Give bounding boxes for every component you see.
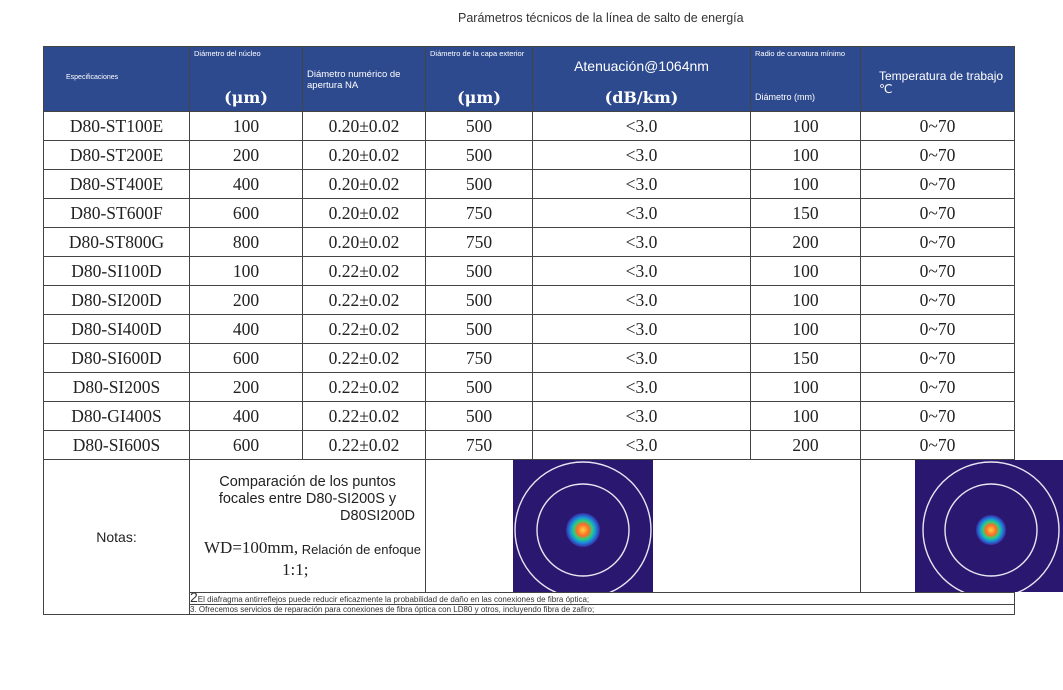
temperature-cell: 0~70: [861, 315, 1015, 344]
bend-radius-cell: 200: [751, 431, 861, 460]
na-cell: 0.22±0.02: [303, 431, 426, 460]
core-diameter-cell: 200: [190, 141, 303, 170]
model-cell: D80-ST800G: [44, 228, 190, 257]
na-cell: 0.20±0.02: [303, 141, 426, 170]
header-core: Diámetro del núcleo (μm): [190, 47, 303, 112]
header-row: [44, 47, 1015, 112]
header-attenuation: Atenuación@1064nm (dB/km): [533, 47, 751, 112]
core-diameter-cell: 100: [190, 257, 303, 286]
model-cell: D80-SI600S: [44, 431, 190, 460]
bend-radius-cell: 100: [751, 373, 861, 402]
na-cell: 0.22±0.02: [303, 344, 426, 373]
temperature-cell: 0~70: [861, 112, 1015, 141]
table-row: [44, 402, 1015, 431]
bend-radius-cell: 150: [751, 344, 861, 373]
attenuation-cell: <3.0: [533, 286, 751, 315]
na-cell: 0.20±0.02: [303, 170, 426, 199]
header-temperature: Temperatura de trabajo ℃: [861, 47, 1015, 112]
table-row: [44, 199, 1015, 228]
na-cell: 0.22±0.02: [303, 257, 426, 286]
page-title: Parámetros técnicos de la línea de salto de energía: [458, 11, 744, 25]
temperature-cell: 0~70: [861, 141, 1015, 170]
temperature-cell: 0~70: [861, 373, 1015, 402]
cladding-cell: 750: [426, 431, 533, 460]
attenuation-cell: <3.0: [533, 228, 751, 257]
model-cell: D80-GI400S: [44, 402, 190, 431]
cladding-cell: 500: [426, 112, 533, 141]
attenuation-cell: <3.0: [533, 373, 751, 402]
cladding-cell: 500: [426, 286, 533, 315]
attenuation-cell: <3.0: [533, 141, 751, 170]
bend-radius-cell: 100: [751, 257, 861, 286]
attenuation-cell: <3.0: [533, 344, 751, 373]
cladding-cell: 750: [426, 199, 533, 228]
header-cladding: Diámetro de la capa exterior (μm): [426, 47, 533, 112]
core-diameter-cell: 800: [190, 228, 303, 257]
temperature-cell: 0~70: [861, 402, 1015, 431]
model-cell: D80-SI200S: [44, 373, 190, 402]
bend-radius-cell: 150: [751, 199, 861, 228]
temperature-cell: 0~70: [861, 344, 1015, 373]
attenuation-cell: <3.0: [533, 315, 751, 344]
model-cell: D80-SI100D: [44, 257, 190, 286]
cladding-cell: 500: [426, 170, 533, 199]
note-2: 2El diafragma antirreflejos puede reducir eficazmente la probabilidad de daño en las conexiones de fibra óptica;: [190, 593, 1015, 605]
na-cell: 0.22±0.02: [303, 373, 426, 402]
core-diameter-cell: 400: [190, 315, 303, 344]
model-cell: D80-ST100E: [44, 112, 190, 141]
core-diameter-cell: 400: [190, 170, 303, 199]
core-diameter-cell: 100: [190, 112, 303, 141]
table-row: [44, 344, 1015, 373]
core-diameter-cell: 600: [190, 344, 303, 373]
note-3-row: [44, 605, 1015, 615]
note-2-row: [44, 593, 1015, 605]
temperature-cell: 0~70: [861, 170, 1015, 199]
bend-radius-cell: 100: [751, 315, 861, 344]
cladding-cell: 750: [426, 228, 533, 257]
attenuation-cell: <3.0: [533, 431, 751, 460]
header-na: Diámetro numérico de apertura NA: [303, 47, 426, 112]
model-cell: D80-SI400D: [44, 315, 190, 344]
focal-spot-image-1-cell: [426, 460, 861, 593]
core-diameter-cell: 200: [190, 373, 303, 402]
bend-radius-cell: 100: [751, 141, 861, 170]
spec-rows: [44, 112, 1015, 460]
note-3: 3. Ofrecemos servicios de reparación para conexiones de fibra óptica con LD80 y otros, incluyendo fibra de zafiro;: [190, 605, 1015, 615]
table-row: [44, 228, 1015, 257]
cladding-cell: 500: [426, 257, 533, 286]
bend-radius-cell: 100: [751, 402, 861, 431]
table-row: [44, 315, 1015, 344]
table-row: [44, 112, 1015, 141]
attenuation-cell: <3.0: [533, 112, 751, 141]
table-row: [44, 257, 1015, 286]
cladding-cell: 500: [426, 315, 533, 344]
temperature-cell: 0~70: [861, 199, 1015, 228]
temperature-cell: 0~70: [861, 286, 1015, 315]
cladding-cell: 500: [426, 373, 533, 402]
model-cell: D80-SI600D: [44, 344, 190, 373]
na-cell: 0.22±0.02: [303, 402, 426, 431]
core-diameter-cell: 600: [190, 431, 303, 460]
na-cell: 0.20±0.02: [303, 199, 426, 228]
table-row: [44, 141, 1015, 170]
temperature-cell: 0~70: [861, 228, 1015, 257]
temperature-cell: 0~70: [861, 431, 1015, 460]
na-cell: 0.20±0.02: [303, 112, 426, 141]
bend-radius-cell: 100: [751, 286, 861, 315]
model-cell: D80-ST400E: [44, 170, 190, 199]
table-row: [44, 373, 1015, 402]
focal-spot-image-si200s: [513, 460, 653, 592]
table-row: [44, 431, 1015, 460]
attenuation-cell: <3.0: [533, 170, 751, 199]
notes-row: [44, 460, 1015, 593]
table-row: [44, 286, 1015, 315]
attenuation-cell: <3.0: [533, 199, 751, 228]
core-diameter-cell: 200: [190, 286, 303, 315]
focal-comparison-text: Comparación de los puntos focales entre D80-SI200S y D80SI200D WD=100mm, 1:1; Relación de enfoque: [190, 460, 426, 593]
model-cell: D80-SI200D: [44, 286, 190, 315]
model-cell: D80-ST200E: [44, 141, 190, 170]
focal-spot-image-2-cell: [861, 460, 1015, 593]
attenuation-cell: <3.0: [533, 257, 751, 286]
bend-radius-cell: 200: [751, 228, 861, 257]
header-spec: Especificaciones: [44, 47, 190, 112]
bend-radius-cell: 100: [751, 112, 861, 141]
na-cell: 0.22±0.02: [303, 286, 426, 315]
spec-table: [43, 46, 1015, 615]
na-cell: 0.22±0.02: [303, 315, 426, 344]
table-row: [44, 170, 1015, 199]
core-diameter-cell: 400: [190, 402, 303, 431]
model-cell: D80-ST600F: [44, 199, 190, 228]
attenuation-cell: <3.0: [533, 402, 751, 431]
core-diameter-cell: 600: [190, 199, 303, 228]
temperature-cell: 0~70: [861, 257, 1015, 286]
notes-label: Notas:: [44, 460, 190, 615]
cladding-cell: 750: [426, 344, 533, 373]
na-cell: 0.20±0.02: [303, 228, 426, 257]
focal-spot-image-si200d: [915, 460, 1063, 592]
cladding-cell: 500: [426, 402, 533, 431]
bend-radius-cell: 100: [751, 170, 861, 199]
cladding-cell: 500: [426, 141, 533, 170]
header-bend-radius: Radio de curvatura mínimo Diámetro (mm): [751, 47, 861, 112]
